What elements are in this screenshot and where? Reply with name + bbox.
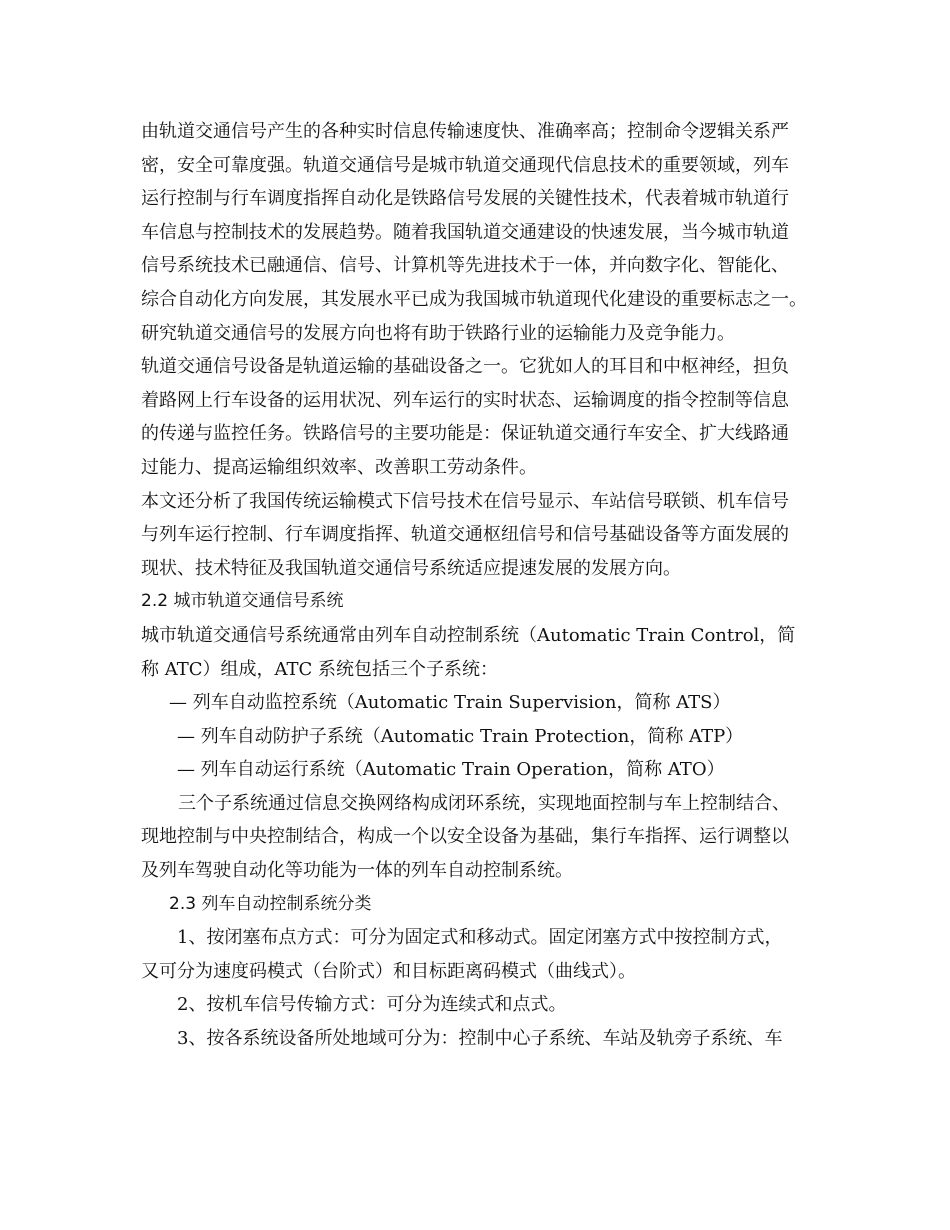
paragraph-line: 过能力、提高运输组织效率、改善职工劳动条件。 (141, 456, 537, 478)
paragraph-line: 本文还分析了我国传统运输模式下信号技术在信号显示、车站信号联锁、机车信号 (141, 490, 789, 512)
paragraph-line: 三个子系统通过信息交换网络构成闭环系统，实现地面控制与车上控制结合、 (178, 792, 790, 814)
section-heading: 2.3 列车自动控制系统分类 (169, 893, 372, 914)
paragraph-line: 研究轨道交通信号的发展方向也将有助于铁路行业的运输能力及竞争能力。 (141, 322, 735, 344)
list-item: 2、按机车信号传输方式：可分为连续式和点式。 (177, 994, 567, 1016)
list-item: 1、按闭塞布点方式：可分为固定式和移动式。固定闭塞方式中按控制方式， (177, 927, 783, 949)
section-heading: 2.2 城市轨道交通信号系统 (141, 591, 344, 612)
paragraph-line: 密，安全可靠度强。轨道交通信号是城市轨道交通现代信息技术的重要领域，列车 (141, 154, 789, 176)
paragraph-line: 与列车运行控制、行车调度指挥、轨道交通枢纽信号和信号基础设备等方面发展的 (141, 524, 789, 546)
paragraph-line: 轨道交通信号设备是轨道运输的基础设备之一。它犹如人的耳目和中枢神经，担负 (141, 356, 789, 378)
paragraph-line: 的传递与监控任务。铁路信号的主要功能是：保证轨道交通行车安全、扩大线路通 (141, 423, 789, 445)
paragraph-line: 车信息与控制技术的发展趋势。随着我国轨道交通建设的快速发展，当今城市轨道 (141, 221, 789, 243)
paragraph-line: 现状、技术特征及我国轨道交通信号系统适应提速发展的发展方向。 (141, 557, 681, 579)
list-item: — 列车自动防护子系统（Automatic Train Protection，简称 ATP） (177, 725, 744, 747)
paragraph-line: 综合自动化方向发展，其发展水平已成为我国城市轨道现代化建设的重要标志之一。 (141, 288, 807, 310)
list-item: — 列车自动监控系统（Automatic Train Supervision，简称 ATS） (169, 692, 731, 714)
list-item: — 列车自动运行系统（Automatic Train Operation，简称 ATO） (177, 759, 725, 781)
document-body (141, 115, 821, 1056)
paragraph-line: 由轨道交通信号产生的各种实时信息传输速度快、准确率高；控制命令逻辑关系严 (141, 121, 789, 142)
paragraph-line: 称 ATC）组成，ATC 系统包括三个子系统： (141, 658, 499, 680)
list-item: 3、按各系统设备所处地域可分为：控制中心子系统、车站及轨旁子系统、车 (177, 1028, 783, 1050)
paragraph-line: 信号系统技术已融通信、信号、计算机等先进技术于一体，并向数字化、智能化、 (141, 255, 789, 277)
paragraph-line: 及列车驾驶自动化等功能为一体的列车自动控制系统。 (141, 860, 573, 882)
paragraph-line: 城市轨道交通信号系统通常由列车自动控制系统（Automatic Train Control，简 (141, 624, 796, 646)
paragraph-line: 又可分为速度码模式（台阶式）和目标距离码模式（曲线式）。 (141, 960, 636, 982)
paragraph-line: 现地控制与中央控制结合，构成一个以安全设备为基础，集行车指挥、运行调整以 (141, 826, 789, 848)
paragraph-line: 运行控制与行车调度指挥自动化是铁路信号发展的关键性技术，代表着城市轨道行 (141, 188, 789, 210)
paragraph-line: 着路网上行车设备的运用状况、列车运行的实时状态、运输调度的指令控制等信息 (141, 389, 789, 411)
